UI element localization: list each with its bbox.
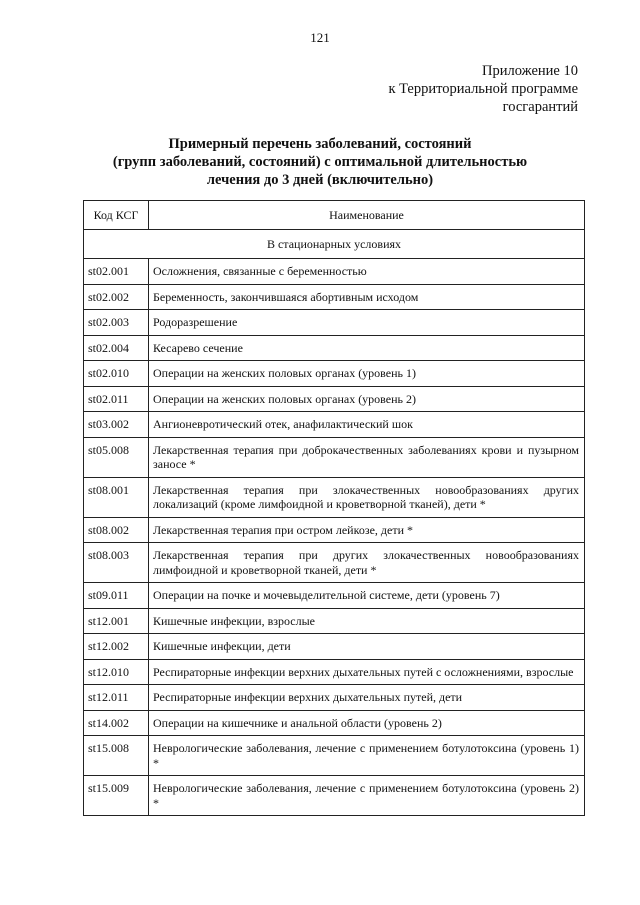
table-row xyxy=(84,412,585,438)
table-row xyxy=(84,437,585,477)
ksg-name: Лекарственная терапия при остром лейкозе, дети * xyxy=(149,517,585,543)
title-line-2: (групп заболеваний, состояний) с оптимальной длительностью xyxy=(112,154,528,170)
table-row xyxy=(84,776,585,816)
section-row xyxy=(84,230,585,259)
document-title xyxy=(0,135,640,189)
ksg-code: st08.001 xyxy=(84,477,149,517)
ksg-name: Лекарственная терапия при доброкачественных заболеваниях крови и пузырном заносе * xyxy=(149,437,585,477)
appendix-line-2: к Территориальной программе xyxy=(388,81,578,97)
ksg-name: Кишечные инфекции, дети xyxy=(149,634,585,660)
table-row xyxy=(84,361,585,387)
table-header-row xyxy=(84,201,585,230)
ksg-name: Неврологические заболевания, лечение с применением ботулотоксина (уровень 2) * xyxy=(149,776,585,816)
table-row xyxy=(84,736,585,776)
section-label: В стационарных условиях xyxy=(84,230,585,259)
ksg-name: Ангионевротический отек, анафилактический шок xyxy=(149,412,585,438)
ksg-name: Неврологические заболевания, лечение с применением ботулотоксина (уровень 1) * xyxy=(149,736,585,776)
ksg-code: st12.011 xyxy=(84,685,149,711)
appendix-line-3: госгарантий xyxy=(502,99,578,115)
ksg-code: st02.001 xyxy=(84,259,149,285)
ksg-code: st12.010 xyxy=(84,659,149,685)
table-row xyxy=(84,284,585,310)
ksg-name: Респираторные инфекции верхних дыхательных путей, дети xyxy=(149,685,585,711)
ksg-code: st02.011 xyxy=(84,386,149,412)
table-body xyxy=(84,230,585,816)
title-line-1: Примерный перечень заболеваний, состояний xyxy=(168,136,472,152)
ksg-name: Беременность, закончившаяся абортивным исходом xyxy=(149,284,585,310)
appendix-line-1: Приложение 10 xyxy=(482,63,578,79)
table-row xyxy=(84,634,585,660)
ksg-code: st09.011 xyxy=(84,583,149,609)
ksg-code: st12.001 xyxy=(84,608,149,634)
table-row xyxy=(84,310,585,336)
ksg-name: Операции на кишечнике и анальной области (уровень 2) xyxy=(149,710,585,736)
table-row xyxy=(84,386,585,412)
header-code: Код КСГ xyxy=(84,201,149,230)
ksg-code: st15.008 xyxy=(84,736,149,776)
ksg-code: st12.002 xyxy=(84,634,149,660)
table-row xyxy=(84,543,585,583)
ksg-code: st02.002 xyxy=(84,284,149,310)
ksg-name: Операции на женских половых органах (уровень 1) xyxy=(149,361,585,387)
table-row xyxy=(84,335,585,361)
ksg-name: Операции на почке и мочевыделительной системе, дети (уровень 7) xyxy=(149,583,585,609)
ksg-name: Кишечные инфекции, взрослые xyxy=(149,608,585,634)
table-row xyxy=(84,659,585,685)
ksg-name: Родоразрешение xyxy=(149,310,585,336)
ksg-name: Лекарственная терапия при других злокачественных новообразованиях лимфоидной и кроветворной тканей, дети * xyxy=(149,543,585,583)
table-row xyxy=(84,583,585,609)
ksg-code: st03.002 xyxy=(84,412,149,438)
table-row xyxy=(84,710,585,736)
table-row xyxy=(84,685,585,711)
table-row xyxy=(84,517,585,543)
table-row xyxy=(84,608,585,634)
ksg-code: st05.008 xyxy=(84,437,149,477)
ksg-name: Осложнения, связанные с беременностью xyxy=(149,259,585,285)
ksg-code: st14.002 xyxy=(84,710,149,736)
title-line-3: лечения до 3 дней (включительно) xyxy=(206,172,434,188)
ksg-code: st02.003 xyxy=(84,310,149,336)
ksg-name: Кесарево сечение xyxy=(149,335,585,361)
ksg-name: Респираторные инфекции верхних дыхательных путей с осложнениями, взрослые xyxy=(149,659,585,685)
ksg-code: st02.010 xyxy=(84,361,149,387)
ksg-code: st08.002 xyxy=(84,517,149,543)
table-row xyxy=(84,477,585,517)
ksg-name: Операции на женских половых органах (уровень 2) xyxy=(149,386,585,412)
header-name: Наименование xyxy=(149,201,585,230)
ksg-code: st15.009 xyxy=(84,776,149,816)
ksg-name: Лекарственная терапия при злокачественных новообразованиях других локализаций (кроме лимфоидной и кроветворной тканей), дети * xyxy=(149,477,585,517)
ksg-table xyxy=(83,200,585,816)
table-row xyxy=(84,259,585,285)
ksg-code: st02.004 xyxy=(84,335,149,361)
page-number: 121 xyxy=(310,30,330,45)
ksg-code: st08.003 xyxy=(84,543,149,583)
appendix-note xyxy=(388,62,578,116)
